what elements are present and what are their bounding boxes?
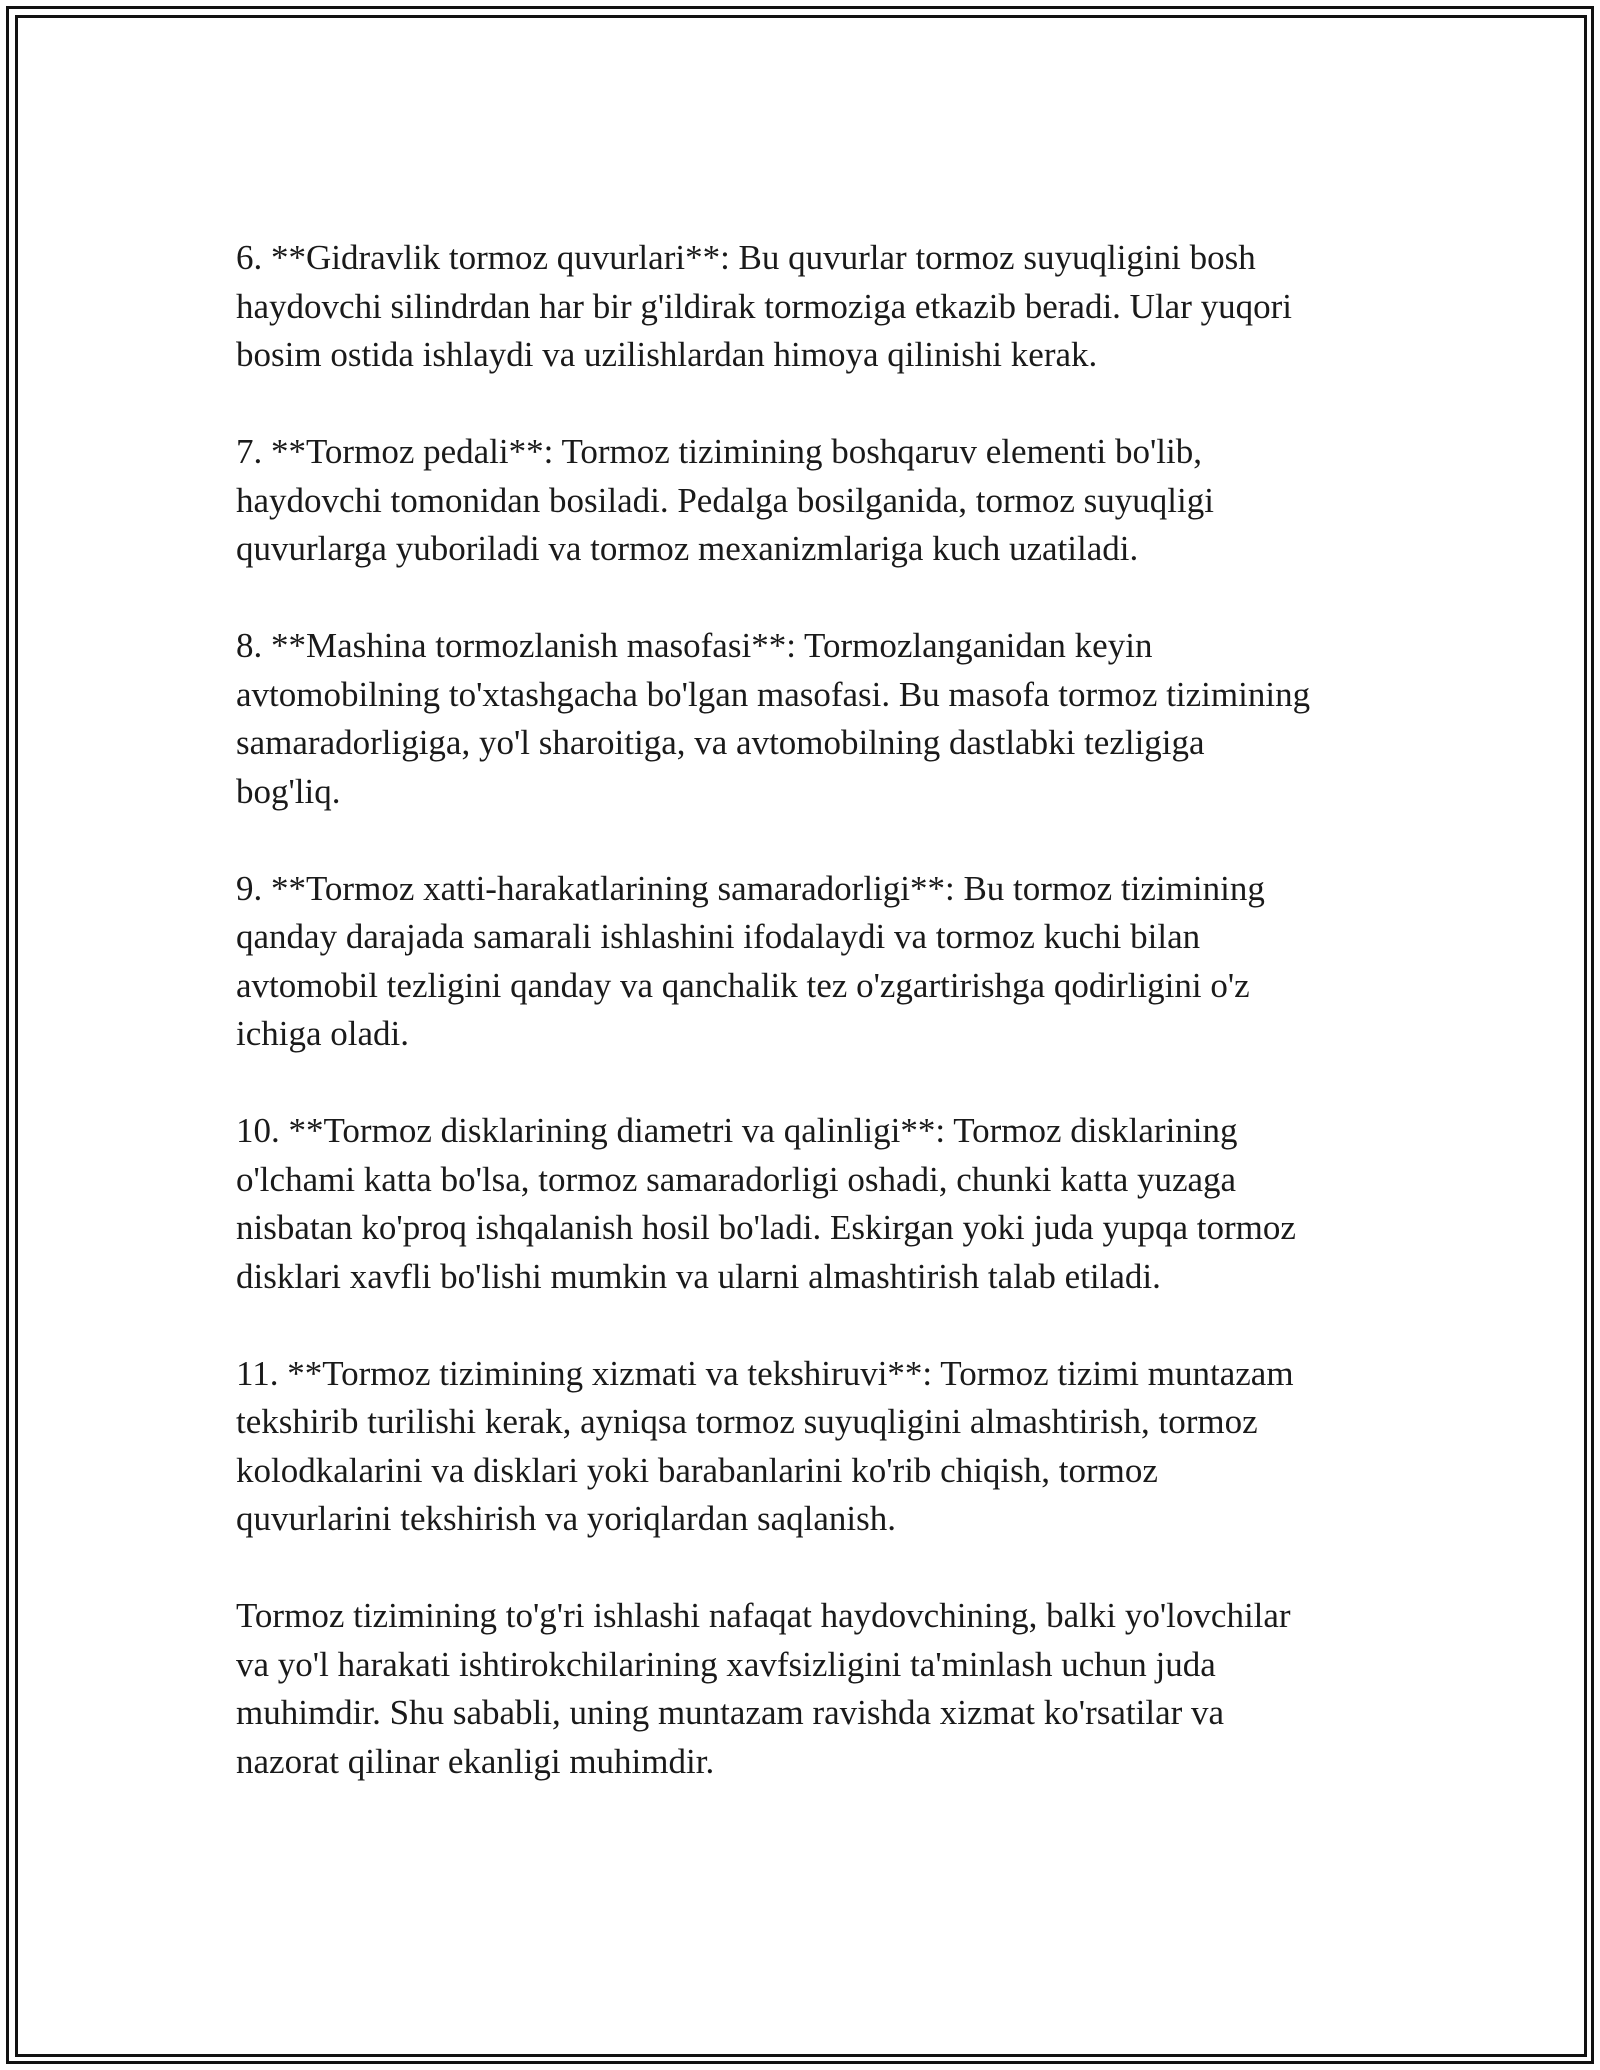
paragraph-item-8: 8. **Mashina tormozlanish masofasi**: Tormozlanganidan keyin avtomobilning to'xtashgacha bo'lgan masofasi. Bu masofa tormoz tizimining samaradorligiga, yo'l sharoitiga, va avtomobilning dastlabki tezligiga bog'liq. xyxy=(236,626,1311,811)
paragraph-item-11: 11. **Tormoz tizimining xizmati va tekshiruvi**: Tormoz tizimi muntazam tekshirib turilishi kerak, ayniqsa tormoz suyuqligini almashtirish, tormoz kolodkalarini va disklari yoki barabanlarini ko'rib chiqish, tormoz quvurlarini tekshirish va yoriqlardan saqlanish. xyxy=(236,1353,1294,1538)
document-body xyxy=(236,234,1386,1786)
paragraph-item-10: 10. **Tormoz disklarining diametri va qalinligi**: Tormoz disklarining o'lchami katta bo'lsa, tormoz samaradorligi oshadi, chunki katta yuzaga nisbatan ko'proq ishqalanish hosil bo'ladi. Eskirgan yoki juda yupqa tormoz disklari xavfli bo'lishi mumkin va ularni almashtirish talab etiladi. xyxy=(236,1111,1296,1296)
paragraph-item-7: 7. **Tormoz pedali**: Tormoz tizimining boshqaruv elementi bo'lib, haydovchi tomonidan bosiladi. Pedalga bosilganida, tormoz suyuqligi quvurlarga yuboriladi va tormoz mexanizmlariga kuch uzatiladi. xyxy=(236,432,1214,568)
paragraph-item-9: 9. **Tormoz xatti-harakatlarining samaradorligi**: Bu tormoz tizimining qanday darajada samarali ishlashini ifodalaydi va tormoz kuchi bilan avtomobil tezligini qanday va qanchalik tez o'zgartirishga qodirligini o'z ichiga oladi. xyxy=(236,868,1265,1053)
paragraph-conclusion: Tormoz tizimining to'g'ri ishlashi nafaqat haydovchining, balki yo'lovchilar va yo'l harakati ishtirokchilarining xavfsizligini ta'minlash uchun juda muhimdir. Shu sababli, uning muntazam ravishda xizmat ko'rsatilar va nazorat qilinar ekanligi muhimdir. xyxy=(236,1596,1291,1781)
paragraph-item-6: 6. **Gidravlik tormoz quvurlari**: Bu quvurlar tormoz suyuqligini bosh haydovchi silindrdan har bir g'ildirak tormoziga etkazib beradi. Ular yuqori bosim ostida ishlaydi va uzilishlardan himoya qilinishi kerak. xyxy=(236,238,1292,374)
